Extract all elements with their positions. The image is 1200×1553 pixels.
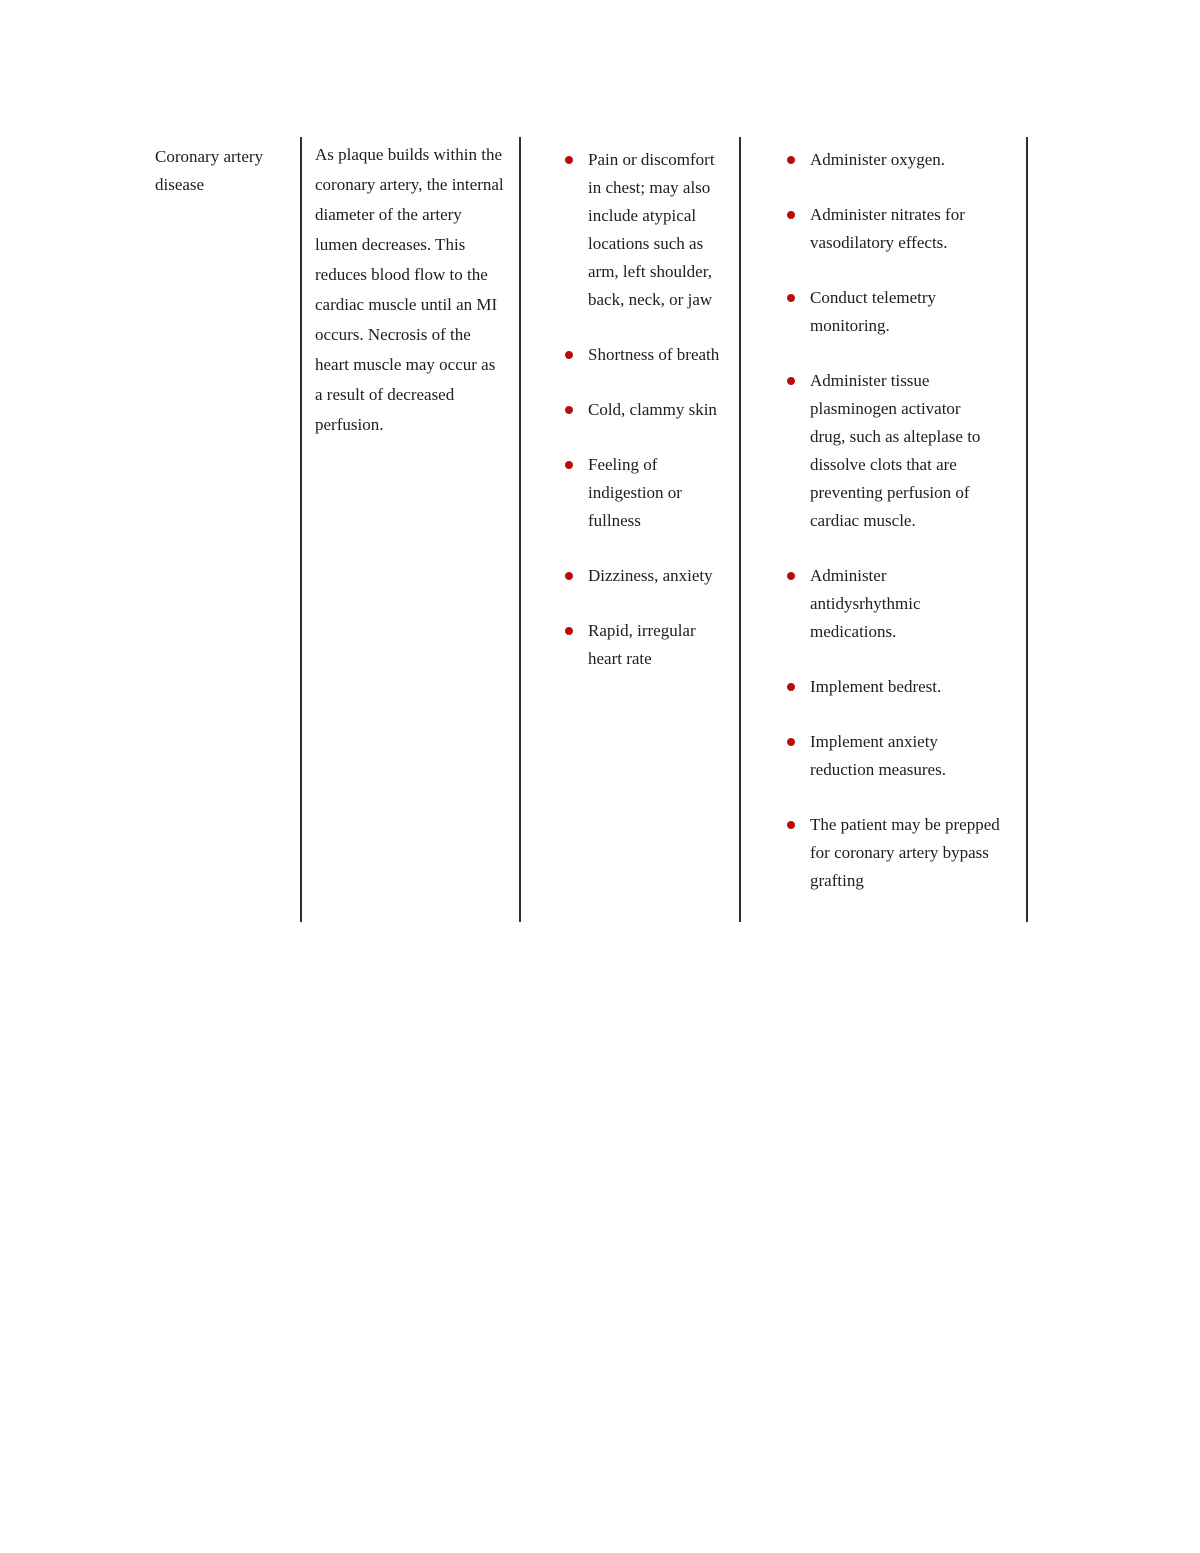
- symptom-text: Cold, clammy skin: [588, 400, 717, 419]
- symptom-item: [565, 341, 735, 369]
- intervention-item: [787, 284, 1020, 340]
- symptom-text: Shortness of breath: [588, 345, 720, 364]
- symptoms-cell: [521, 137, 741, 922]
- symptom-text: Feeling of indigestion or fullness: [588, 455, 682, 530]
- condition-label: Coronary artery disease: [155, 147, 264, 194]
- intervention-text: Conduct telemetry monitoring.: [810, 288, 937, 335]
- bullet-icon: [787, 156, 795, 164]
- table-row: [140, 137, 1028, 922]
- intervention-text: Administer nitrates for vasodilatory effects.: [810, 205, 965, 252]
- bullet-icon: [787, 683, 795, 691]
- condition-cell: [140, 137, 302, 922]
- intervention-item: [787, 811, 1020, 895]
- description-text: As plaque builds within the coronary artery, the internal diameter of the artery lumen decreases. This reduces blood flow to the cardiac muscle until an MI occurs. Necrosis of the heart muscle may occur as a result of decreased perfusion.: [315, 145, 504, 434]
- intervention-item: [787, 367, 1020, 535]
- intervention-text: Implement bedrest.: [810, 677, 942, 696]
- symptom-item: [565, 562, 735, 590]
- bullet-icon: [787, 572, 795, 580]
- bullet-icon: [787, 211, 795, 219]
- bullet-icon: [787, 738, 795, 746]
- intervention-item: [787, 201, 1020, 257]
- bullet-icon: [787, 294, 795, 302]
- intervention-text: Administer antidysrhythmic medications.: [810, 566, 921, 641]
- description-cell: [302, 137, 521, 922]
- symptom-item: [565, 146, 735, 314]
- interventions-cell: [741, 137, 1028, 922]
- bullet-icon: [565, 461, 573, 469]
- symptom-item: [565, 396, 735, 424]
- bullet-icon: [565, 351, 573, 359]
- symptom-text: Dizziness, anxiety: [588, 566, 713, 585]
- intervention-text: The patient may be prepped for coronary artery bypass grafting: [810, 815, 1000, 890]
- bullet-icon: [787, 821, 795, 829]
- intervention-item: [787, 562, 1020, 646]
- symptom-text: Rapid, irregular heart rate: [588, 621, 696, 668]
- intervention-item: [787, 146, 1020, 174]
- intervention-text: Administer tissue plasminogen activator drug, such as alteplase to dissolve clots that are preventing perfusion of cardiac muscle.: [810, 371, 981, 530]
- symptom-item: [565, 451, 735, 535]
- symptom-item: [565, 617, 735, 673]
- intervention-text: Administer oxygen.: [810, 150, 946, 169]
- bullet-icon: [565, 156, 573, 164]
- bullet-icon: [787, 377, 795, 385]
- intervention-item: [787, 673, 1020, 701]
- bullet-icon: [565, 572, 573, 580]
- intervention-item: [787, 728, 1020, 784]
- bullet-icon: [565, 627, 573, 635]
- bullet-icon: [565, 406, 573, 414]
- intervention-text: Implement anxiety reduction measures.: [810, 732, 946, 779]
- symptom-text: Pain or discomfort in chest; may also include atypical locations such as arm, left shoulder, back, neck, or jaw: [588, 150, 715, 309]
